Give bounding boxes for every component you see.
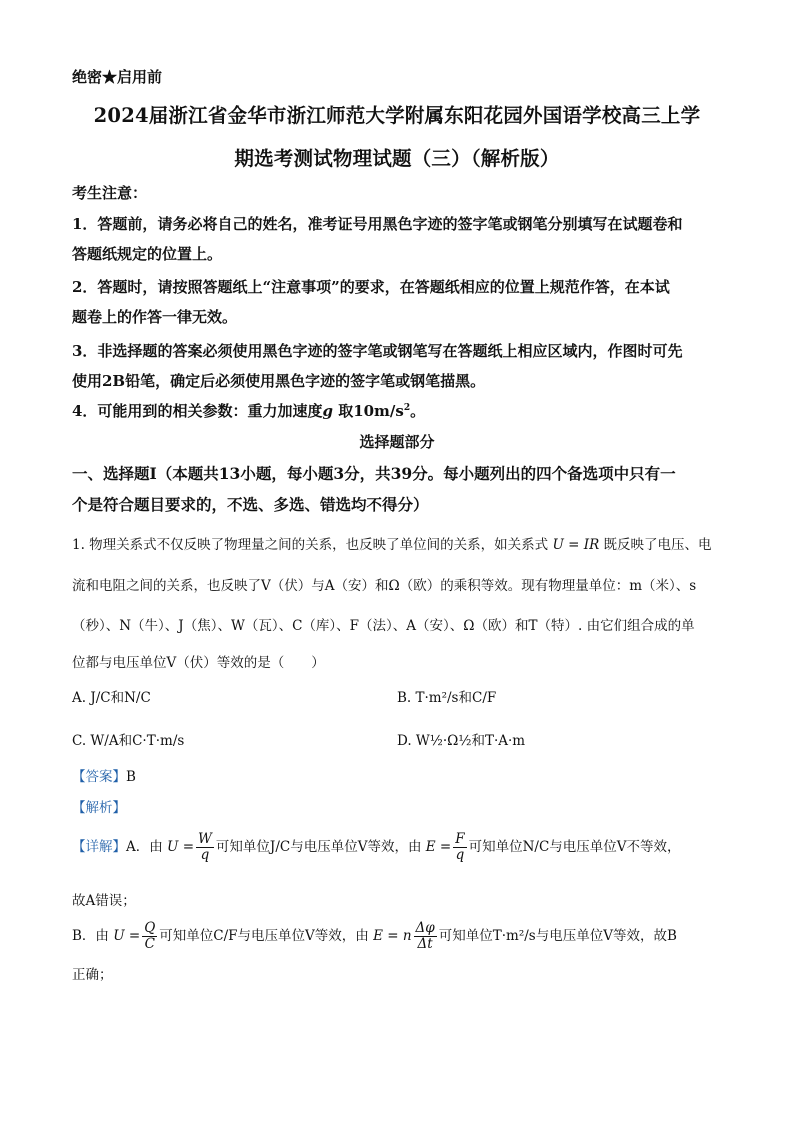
g-end: 。: [410, 402, 426, 420]
fraction-f-over-q: [453, 832, 466, 863]
fraction-den: q: [455, 847, 465, 863]
fraction-den: Δt: [417, 936, 433, 952]
notice-line-7: [72, 400, 425, 421]
g-symbol: g: [322, 402, 333, 420]
fraction-dphi-over-dt: [414, 921, 437, 952]
fraction-w-over-q: [196, 832, 214, 863]
analysis-tag: 【解析】: [72, 800, 126, 816]
detail-a-text-1: A．由: [126, 839, 163, 855]
part1-heading-line-2: 个是符合题目要求的，不选、多选、错选均不得分）: [72, 495, 429, 514]
part1-heading-line-1: 一、选择题Ⅰ（本题共13小题，每小题3分，共39分。每小题列出的四个备选项中只有一: [72, 464, 676, 483]
detail-line-a: [72, 832, 681, 863]
fraction-num: W: [198, 831, 212, 847]
notice-line-2: 答题纸规定的位置上。: [72, 245, 223, 263]
fraction-num: Δφ: [415, 920, 435, 936]
notice-line-3: 2．答题时，请按照答题纸上“注意事项”的要求，在答题纸相应的位置上规范作答，在本试: [72, 278, 670, 296]
formula-b2-lhs: E = n: [373, 928, 412, 944]
fraction-num: Q: [144, 920, 156, 936]
fraction-q-over-c: [142, 921, 157, 952]
detail-b-text-1: B．由: [72, 928, 109, 944]
detail-b-text-3: 可知单位T·m²/s与电压单位V等效，故B: [438, 928, 677, 944]
formula-a2-lhs: E =: [425, 839, 452, 855]
notice-line-6: 使用2B铅笔，确定后必须使用黑色字迹的签字笔或钢笔描黑。: [72, 372, 486, 390]
section-title: 选择题部分: [359, 433, 435, 451]
notice-line-7-text: 4．可能用到的相关参数：重力加速度: [72, 402, 323, 420]
option-a: A. J/C和N/C: [72, 690, 151, 706]
option-b: B. T·m²/s和C/F: [397, 690, 497, 706]
question-1-line-1: [72, 533, 712, 553]
page-title-line-1: 2024届浙江省金华市浙江师范大学附属东阳花园外国语学校高三上学: [93, 104, 701, 127]
formula-a1-lhs: U =: [167, 839, 195, 855]
fraction-den: q: [200, 847, 210, 863]
secret-label: 绝密★启用前: [72, 68, 163, 86]
detail-b-end: 正确；: [72, 967, 113, 983]
fraction-num: F: [455, 831, 465, 847]
page-title-line-2: 期选考测试物理试题（三）（解析版）: [234, 147, 560, 170]
answer-tag: 【答案】: [72, 769, 126, 785]
question-1-line-1b: 既反映了电压、电: [603, 537, 712, 553]
formula-u-ir: U = IR: [552, 537, 600, 553]
answer-line: [72, 765, 136, 785]
question-1-line-2: 流和电阻之间的关系，也反映了V（伏）与A（安）和Ω（欧）的乘积等效。现有物理量单位：m（米）、s: [72, 578, 697, 594]
detail-b-text-2: 可知单位C/F与电压单位V等效，由: [159, 928, 369, 944]
question-1-line-1a: 1. 物理关系式不仅反映了物理量之间的关系，也反映了单位间的关系，如关系式: [72, 537, 549, 553]
option-c: C. W/A和C·T·m/s: [72, 733, 185, 749]
detail-line-b: [72, 921, 677, 952]
formula-b1-lhs: U =: [113, 928, 141, 944]
question-1-line-3: （秒）、N（牛）、J（焦）、W（瓦）、C（库）、F（法）、A（安）、Ω（欧）和T（特）. 由它们组合成的单: [72, 618, 695, 634]
detail-a-text-3: 可知单位N/C与电压单位V不等效，: [468, 839, 681, 855]
fraction-den: C: [144, 936, 155, 952]
detail-tag: 【详解】: [72, 839, 126, 855]
notice-line-5: 3．非选择题的答案必须使用黑色字迹的签字笔或钢笔写在答题纸上相应区域内，作图时可先: [72, 342, 683, 360]
answer-value: B: [126, 769, 136, 785]
notice-line-4: 题卷上的作答一律无效。: [72, 308, 238, 326]
detail-a-end: 故A错误；: [72, 893, 136, 909]
notice-heading: 考生注意：: [72, 184, 148, 202]
question-1-line-4: 位都与电压单位V（伏）等效的是（ ）: [72, 655, 325, 671]
option-d: D. W½·Ω½和T·A·m: [397, 733, 526, 749]
g-value: 取10m/s: [338, 402, 404, 420]
g-exponent: 2: [403, 403, 411, 413]
detail-a-text-2: 可知单位J/C与电压单位V等效，由: [215, 839, 422, 855]
notice-line-1: 1．答题前，请务必将自己的姓名，准考证号用黑色字迹的签字笔或钢笔分别填写在试题卷和: [72, 215, 683, 233]
